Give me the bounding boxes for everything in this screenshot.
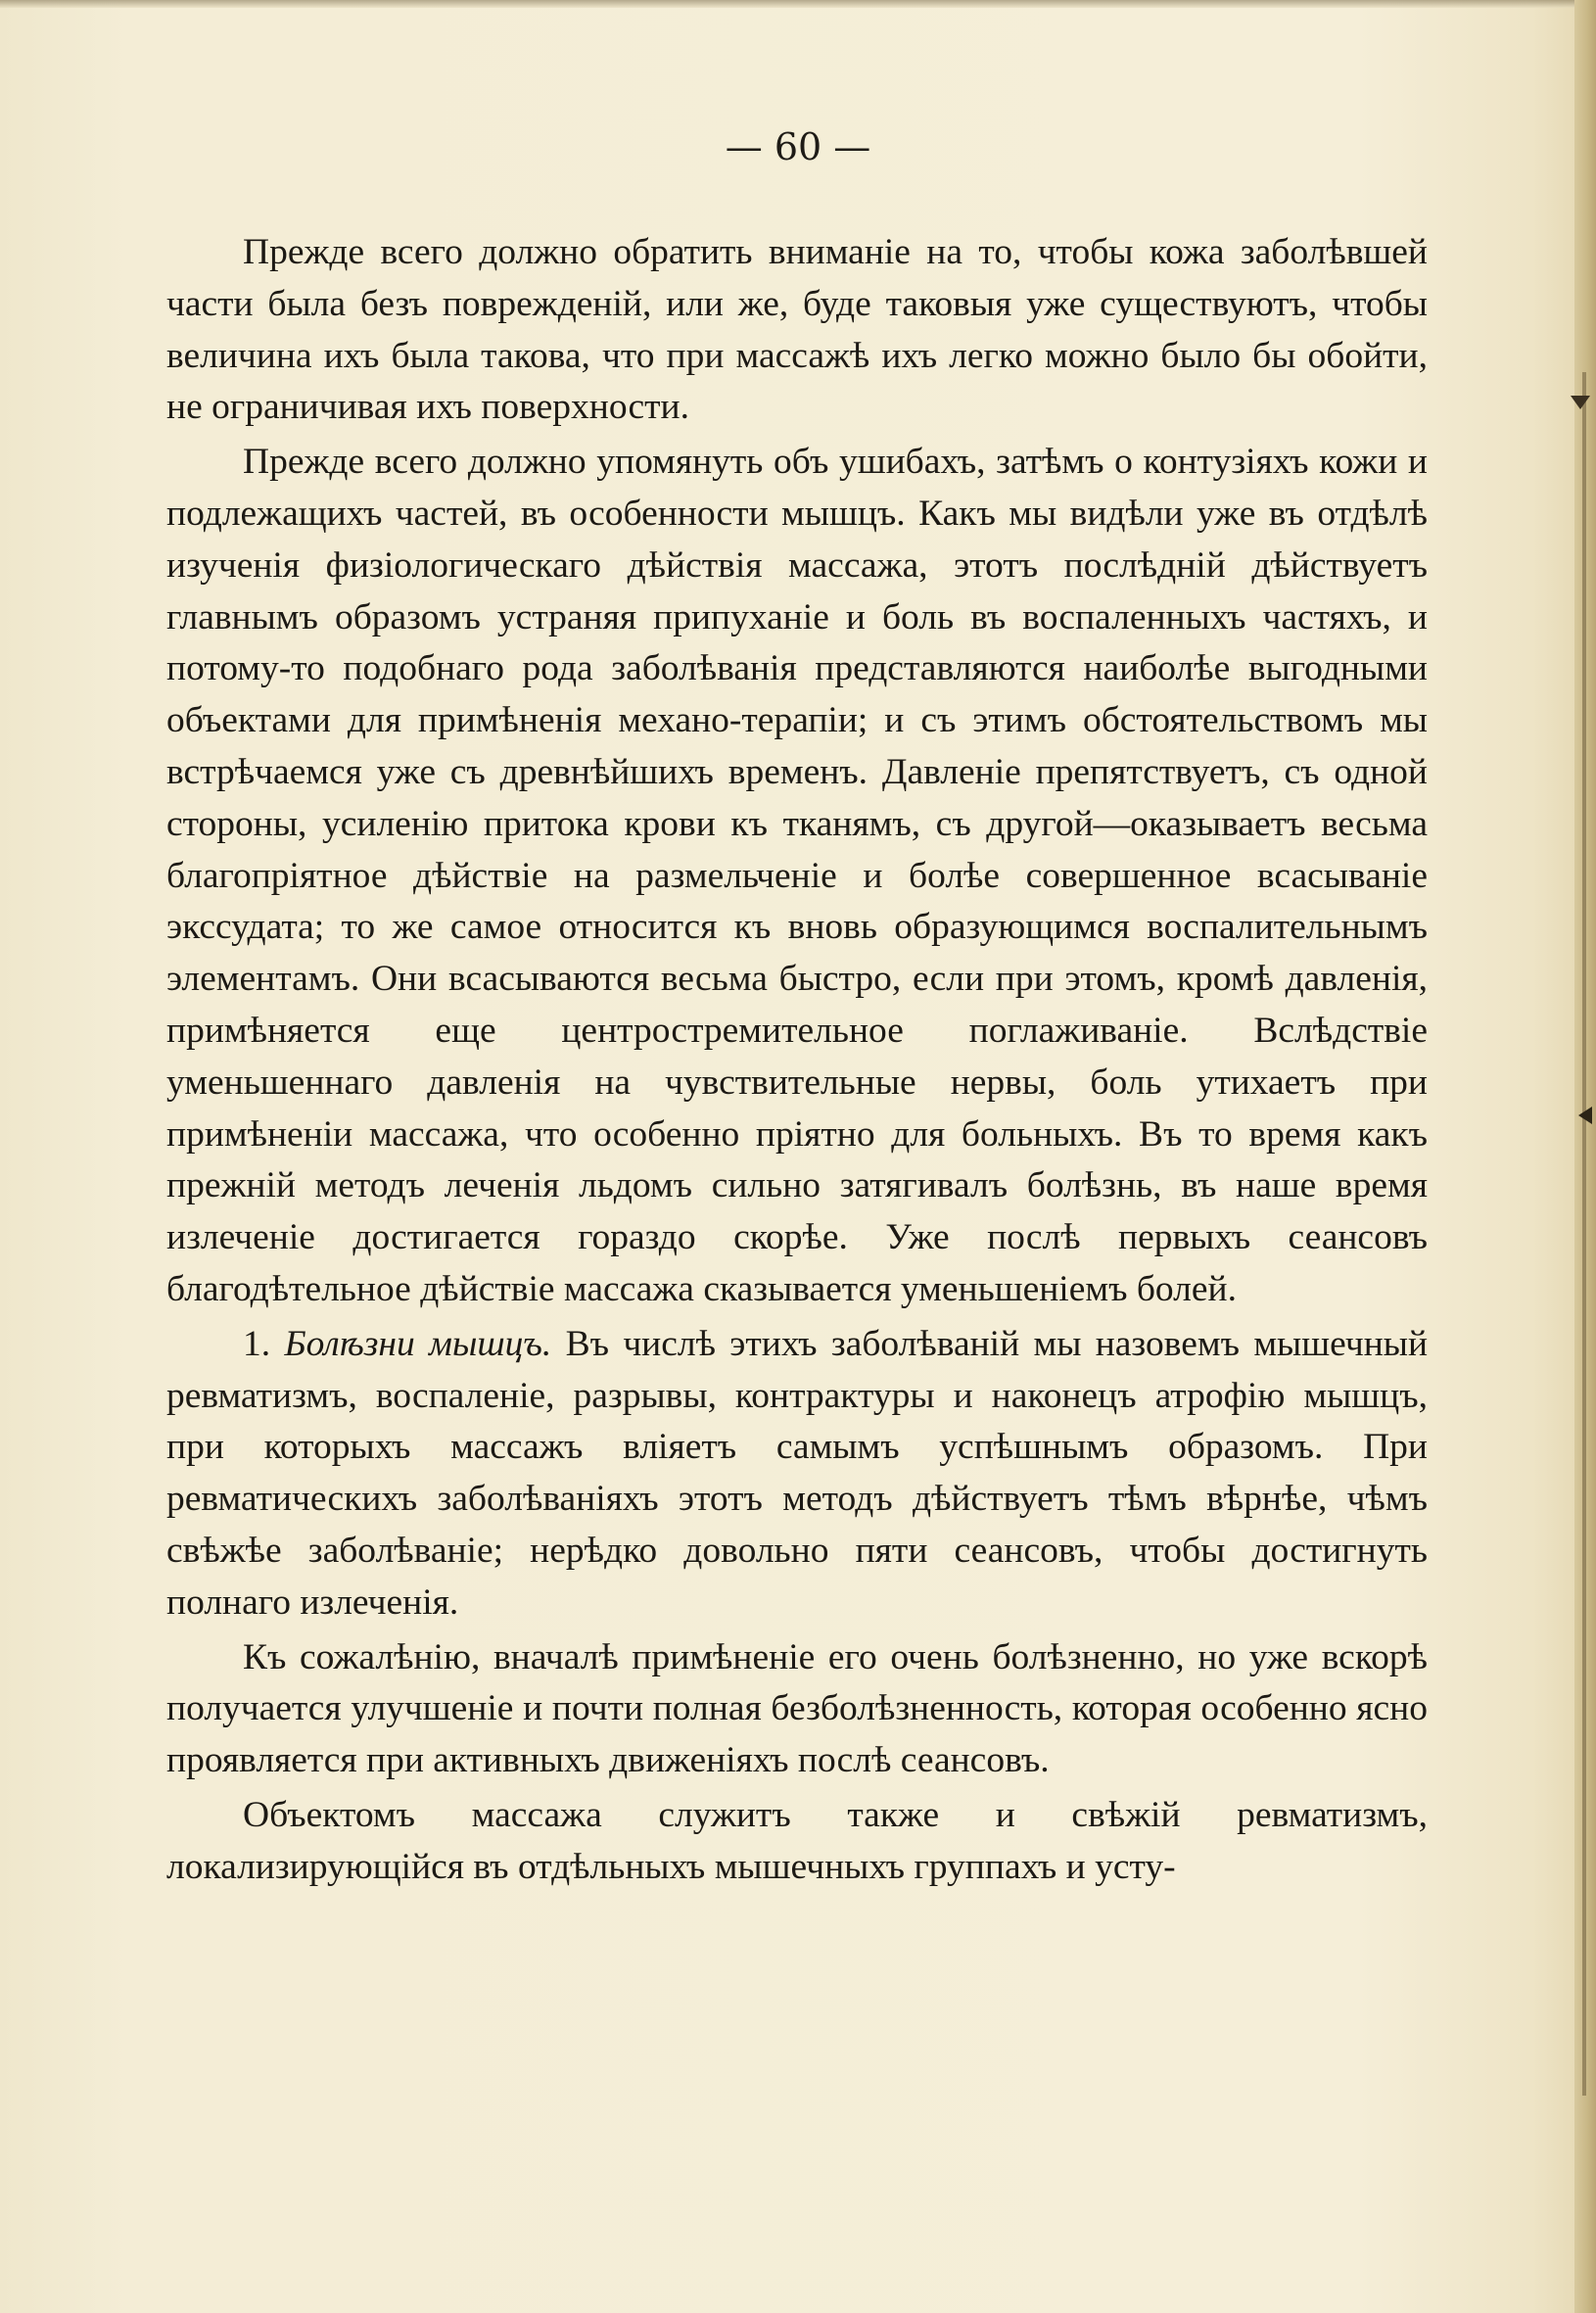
binding-shadow <box>1582 372 1586 2096</box>
section-paragraph <box>166 1319 1428 1629</box>
page-binding-edge <box>1574 0 1596 2313</box>
section-number: 1. <box>243 1323 271 1364</box>
paragraph: Прежде всего должно обратить вниманіе на то, чтобы кожа заболѣвшей части была безъ поврежденій, или же, буде таковыя уже существуютъ, чтобы величина ихъ была такова, что при массажѣ ихъ легко можно было бы обойти, не ограничивая ихъ поверхности. <box>166 232 1428 428</box>
page-top-edge <box>0 0 1596 8</box>
section-title: Болѣзни мышцъ. <box>284 1323 552 1364</box>
paragraph: Къ сожалѣнію, вначалѣ примѣненіе его очень болѣзненно, но уже вскорѣ получается улучшеніе и почти полная безболѣзненность, которая особенно ясно проявляется при активныхъ движеніяхъ послѣ сеансовъ. <box>166 1636 1428 1781</box>
page-number: — 60 — <box>725 125 871 168</box>
paragraph: Прежде всего должно упомянуть объ ушибахъ, затѣмъ о контузіяхъ кожи и подлежащихъ частей, въ особенности мышцъ. Какъ мы видѣли уже въ отдѣлѣ изученія физіологическаго дѣйствія массажа, этотъ послѣдній дѣйствуетъ главнымъ образомъ устраняя припуханіе и боль въ воспаленныхъ частяхъ, и потому-то подобнаго рода заболѣванія представляются наиболѣе выгодными объектами для примѣненія механо-терапіи; и съ этимъ обстоятельствомъ мы встрѣчаемся уже съ древнѣйшихъ временъ. Давленіе препятствуетъ, съ одной стороны, усиленію притока крови къ тканямъ, съ другой—оказываетъ весьма благопріятное дѣйствіе на размельченіе и болѣе совершенное всасываніе экссудата; то же самое относится къ вновь образующимся воспалительнымъ элементамъ. Они всасываются весьма быстро, если при этомъ, кромѣ давленія, примѣняется еще центростремительное поглаживаніе. Вслѣдствіе уменьшеннаго давленія на чувствительные нервы, боль утихаетъ при примѣненіи массажа, что особенно пріятно для больныхъ. Въ то время какъ прежній методъ леченія льдомъ сильно затягивалъ болѣзнь, въ наше время излеченіе достигается гораздо скорѣе. Уже послѣ первыхъ сеансовъ благодѣтельное дѣйствіе массажа сказывается уменьшеніемъ болей. <box>166 442 1428 1309</box>
body-text <box>166 227 1428 1897</box>
section-text: Въ числѣ этихъ заболѣваній мы назовемъ мышечный ревматизмъ, воспаленіе, разрывы, контрактуры и наконецъ атрофію мышцъ, при которыхъ массажъ вліяетъ самымъ успѣшнымъ образомъ. При ревматическихъ заболѣваніяхъ этотъ методъ дѣйствуетъ тѣмъ вѣрнѣе, чѣмъ свѣжѣе заболѣваніе; нерѣдко довольно пяти сеансовъ, чтобы достигнуть полнаго излеченія. <box>166 1323 1429 1623</box>
margin-tab-mark <box>1571 396 1590 409</box>
paragraph: Объектомъ массажа служитъ также и свѣжій ревматизмъ, локализирующійся въ отдѣльныхъ мышечныхъ группахъ и усту- <box>166 1794 1428 1887</box>
margin-arrow-mark <box>1578 1107 1592 1124</box>
